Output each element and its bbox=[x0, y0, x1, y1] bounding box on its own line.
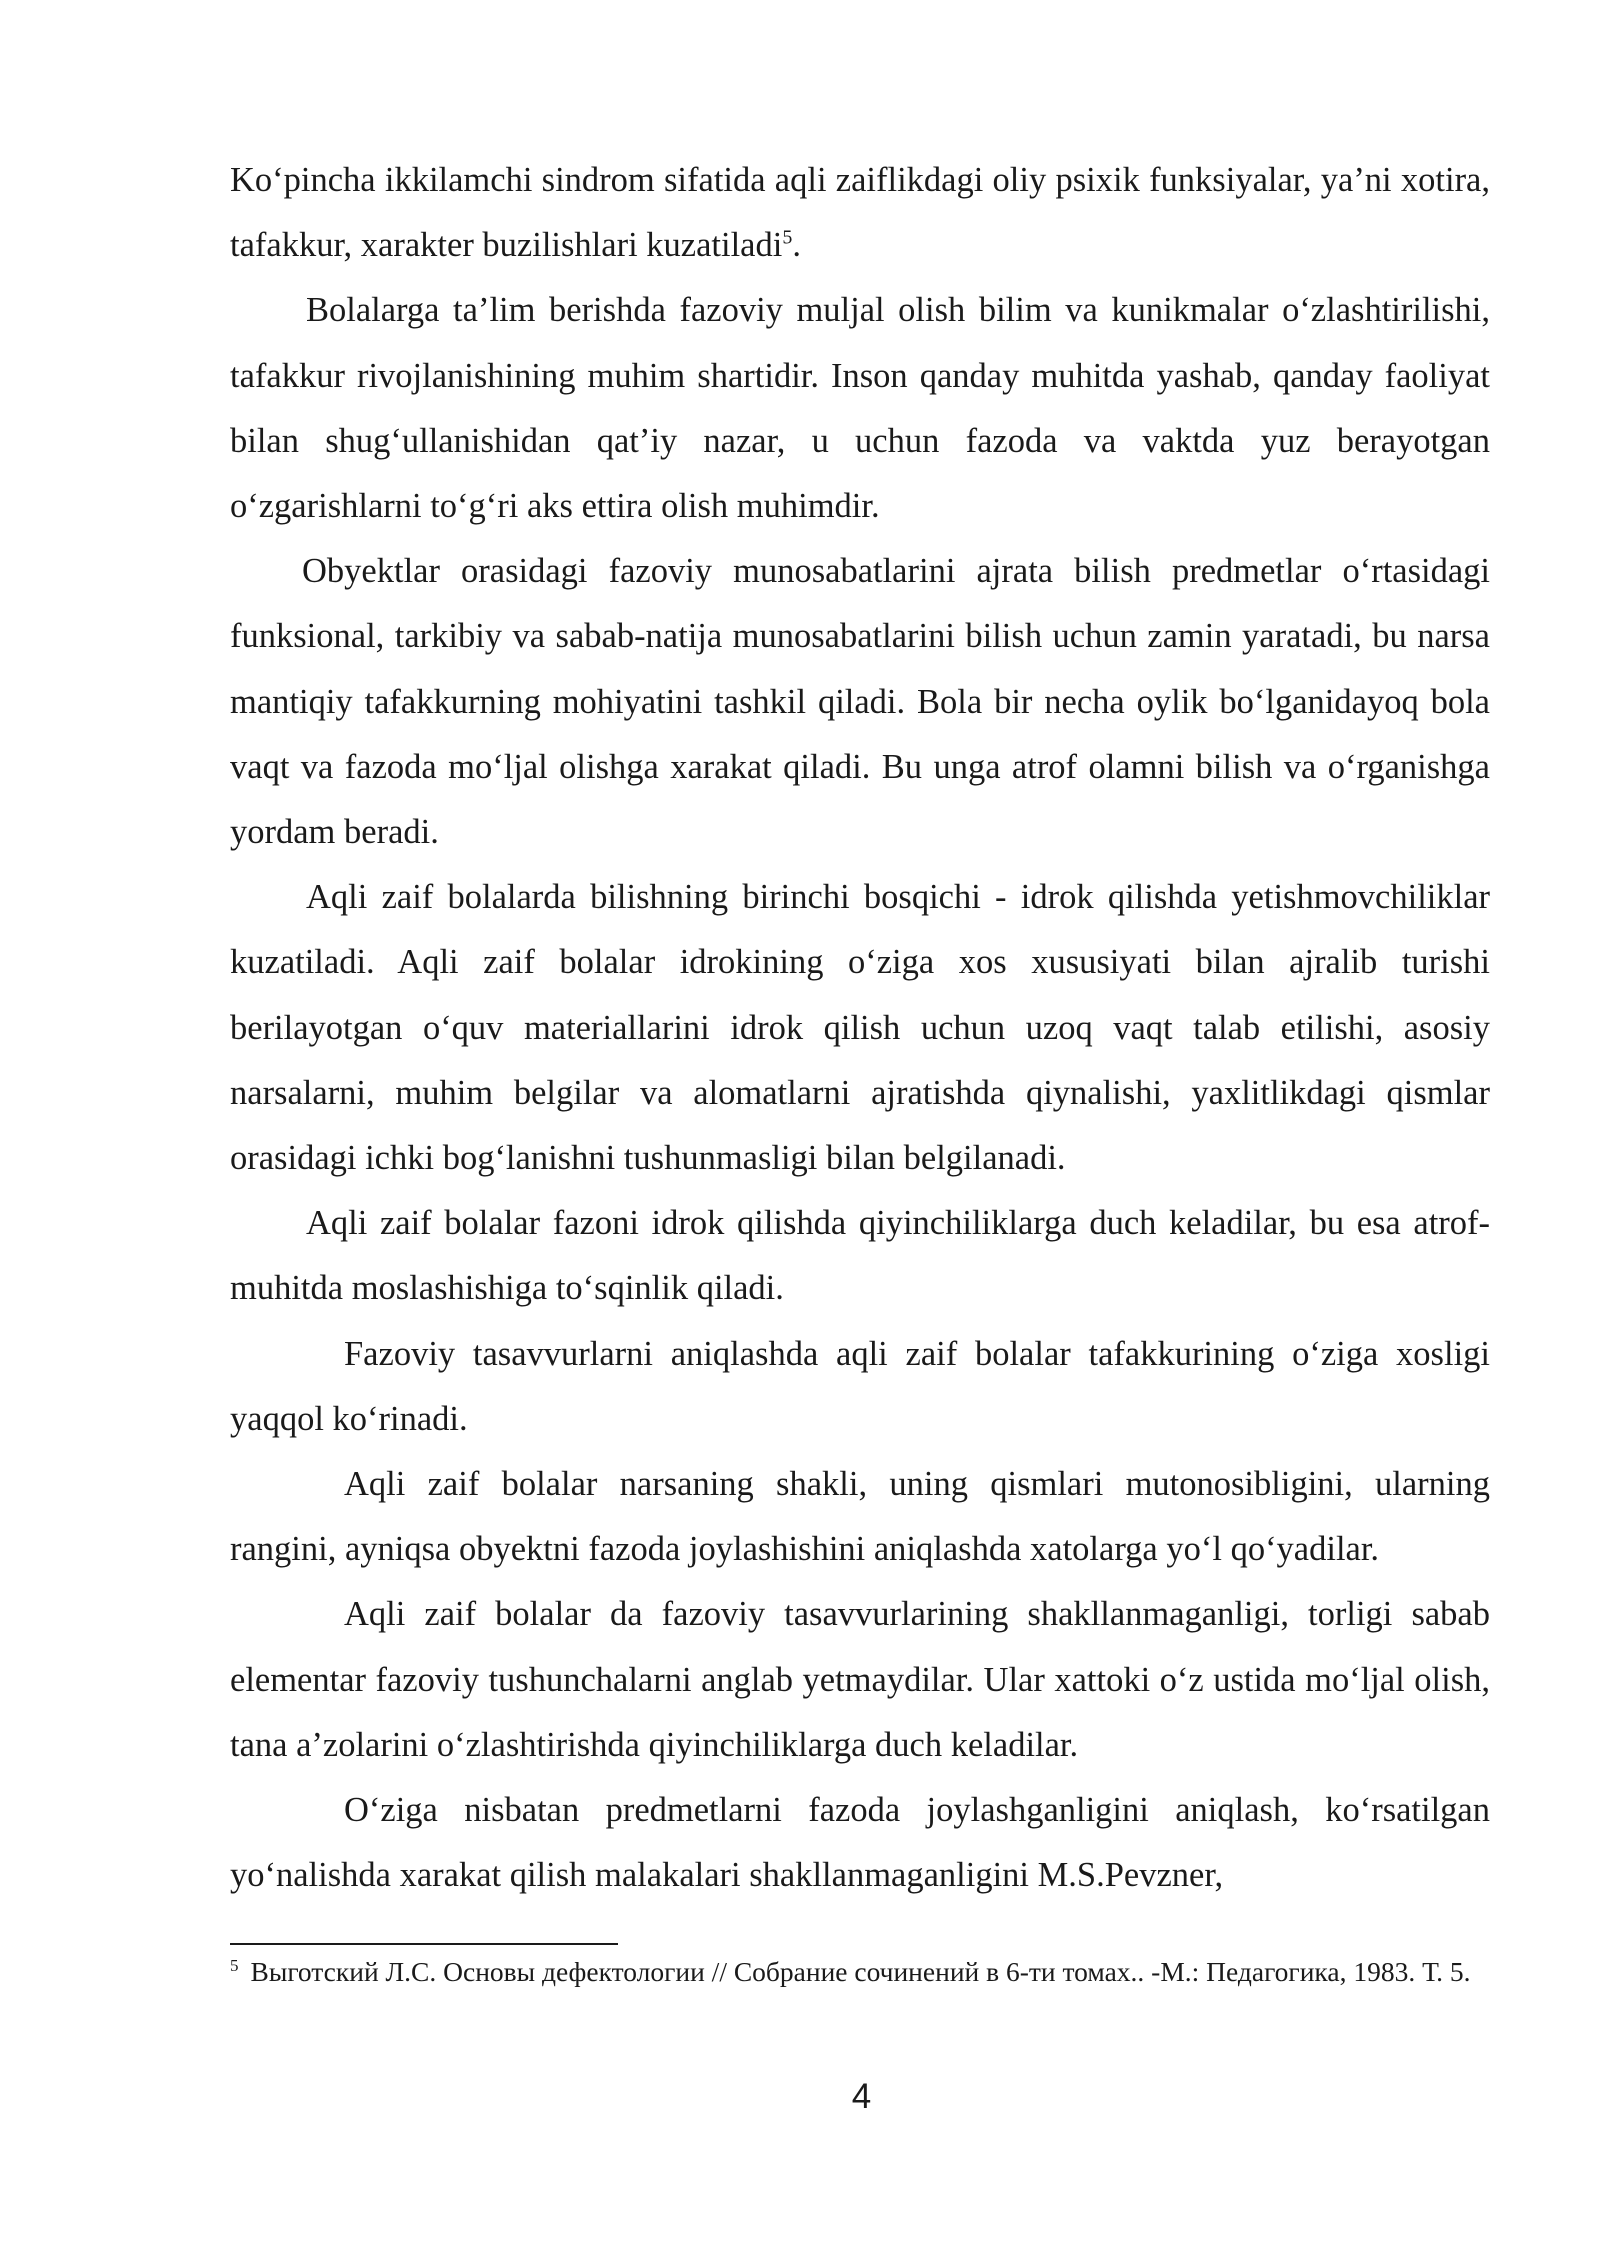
paragraph-4: Aqli zaif bolalarda bilishning birinchi bosqichi - idrok qilishda yetishmovchiliklar kuzatiladi. Aqli zaif bolalar idrokining o‘ziga xos xususiyati bilan ajralib turishi berilayotgan o‘quv materiallarini idrok qilish uchun uzoq vaqt talab etilishi, asosiy narsalarni, muhim belgilar va alomatlarni ajratishda qiynalishi, yaxlitlikdagi qismlar orasidagi ichki bog‘lanishni tushunmasligi bilan belgilanadi. bbox=[230, 878, 1490, 1178]
footnote bbox=[230, 1953, 1490, 1991]
paragraph-text: Ko‘pincha ikkilamchi sindrom sifatida aqli zaiflikdagi oliy psixik funksiyalar, ya’ni xotira, tafakkur, xarakter buzilishlari kuzatiladi bbox=[230, 161, 1490, 265]
paragraph-2: Bolalarga ta’lim berishda fazoviy muljal olish bilim va kunikmalar o‘zlashtirilishi, tafakkur rivojlanishining muhim shartidir. Inson qanday muhitda yashab, qanday faoliyat bilan shug‘ullanishidan qat’iy nazar, u uchun fazoda va vaktda yuz berayotgan o‘zgarishlarni to‘g‘ri aks ettira olish muhimdir. bbox=[230, 291, 1490, 526]
paragraph-5: Aqli zaif bolalar fazoni idrok qilishda qiyinchiliklarga duch keladilar, bu esa atrof-muhitda moslashishiga to‘sqinlik qiladi. bbox=[230, 1204, 1490, 1308]
paragraph-9: O‘ziga nisbatan predmetlarni fazoda joylashganligini aniqlash, ko‘rsatilgan yo‘nalishda xarakat qilish malakalari shakllanmaganligini M.S.Pevzner, bbox=[230, 1791, 1490, 1895]
footnote-separator bbox=[230, 1943, 618, 1945]
page-number: 4 bbox=[851, 2077, 872, 2116]
paragraph-3: Obyektlar orasidagi fazoviy munosabatlarini ajrata bilish predmetlar o‘rtasidagi funksional, tarkibiy va sabab-natija munosabatlarini bilish uchun zamin yaratadi, bu narsa mantiqiy tafakkurning mohiyatini tashkil qiladi. Bola bir necha oylik bo‘lganidayoq bola vaqt va fazoda mo‘ljal olishga xarakat qiladi. Bu unga atrof olamni bilish va o‘rganishga yordam beradi. bbox=[230, 552, 1490, 852]
paragraph-8: Aqli zaif bolalar da fazoviy tasavvurlarining shakllanmaganligi, torligi sabab elementar fazoviy tushunchalarni anglab yetmaydilar. Ular xattoki o‘z ustida mo‘ljal olish, tana a’zolarini o‘zlashtirishda qiyinchiliklarga duch keladilar. bbox=[230, 1595, 1490, 1764]
paragraph-7: Aqli zaif bolalar narsaning shakli, uning qismlari mutonosibligini, ularning rangini, ayniqsa obyektni fazoda joylashishini aniqlashda xatolarga yo‘l qo‘yadilar. bbox=[230, 1465, 1490, 1569]
body-text bbox=[230, 148, 1490, 1908]
footnote-reference[interactable]: 5 bbox=[782, 226, 793, 249]
paragraph-6: Fazoviy tasavvurlarni aniqlashda aqli zaif bolalar tafakkurining o‘ziga xosligi yaqqol ko‘rinadi. bbox=[230, 1334, 1490, 1438]
paragraph-1 bbox=[230, 148, 1490, 278]
paragraph-text-end: . bbox=[792, 226, 801, 265]
footnote-number: 5 bbox=[230, 1955, 239, 1975]
footnote-text: Выготский Л.С. Основы дефектологии // Собрание сочинений в 6-ти томах.. -М.: Педагогика, 1983. Т. 5. bbox=[250, 1956, 1471, 1987]
